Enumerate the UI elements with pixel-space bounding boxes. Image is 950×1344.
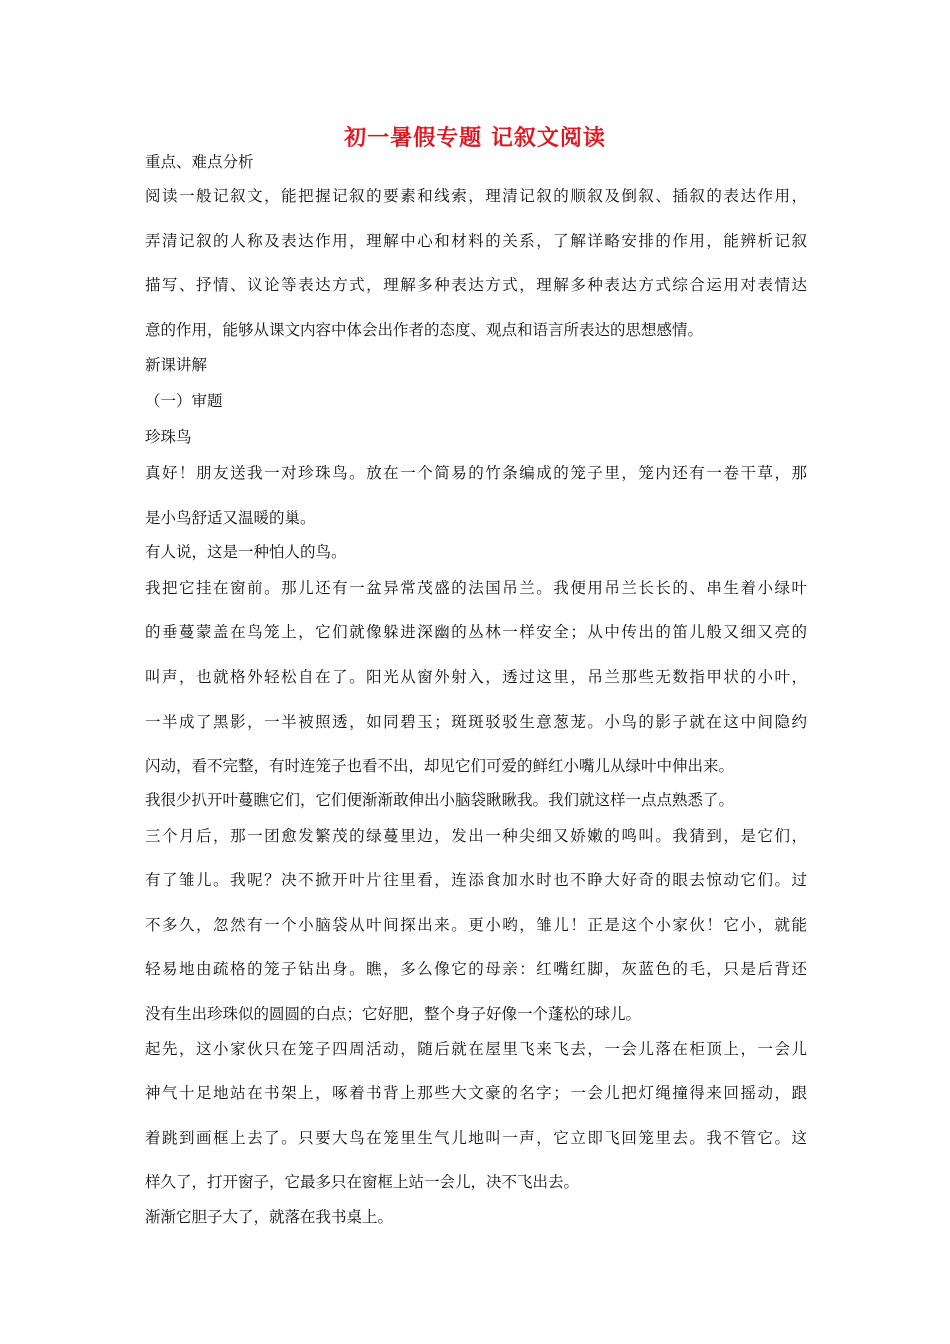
document-title: 初一暑假专题 记叙文阅读 <box>344 126 606 151</box>
text-line: 着跳到画框上去了。只要大鸟在笼里生气儿地叫一声，它立即飞回笼里去。我不管它。这 <box>145 1129 807 1147</box>
text-line: 描写、抒情、议论等表达方式，理解多种表达方式，理解多种表达方式综合运用对表情达 <box>145 276 807 294</box>
text-line: 闪动，看不完整，有时连笼子也看不出，却见它们可爱的鲜红小嘴儿从绿叶中伸出来。 <box>145 757 735 775</box>
text-line: 真好！朋友送我一对珍珠鸟。放在一个简易的竹条编成的笼子里，笼内还有一卷干草，那 <box>145 464 807 482</box>
text-line: 样久了，打开窗子，它最多只在窗框上站一会儿，决不飞出去。 <box>145 1173 580 1191</box>
text-line: 新课讲解 <box>145 356 208 374</box>
text-line: 轻易地由疏格的笼子钻出身。瞧，多么像它的母亲：红嘴红脚，灰蓝色的毛，只是后背还 <box>145 960 807 978</box>
text-line: 起先，这小家伙只在笼子四周活动，随后就在屋里飞来飞去，一会儿落在柜顶上，一会儿 <box>145 1040 807 1058</box>
text-line: 一半成了黑影，一半被照透，如同碧玉；斑斑驳驳生意葱茏。小鸟的影子就在这中间隐约 <box>145 713 807 731</box>
text-line: 神气十足地站在书架上，啄着书背上那些大文豪的名字；一会儿把灯绳撞得来回摇动，跟 <box>145 1084 807 1102</box>
text-line: 没有生出珍珠似的圆圆的白点；它好肥，整个身子好像一个蓬松的球儿。 <box>145 1005 642 1023</box>
text-line: 叫声，也就格外轻松自在了。阳光从窗外射入，透过这里，吊兰那些无数指甲状的小叶， <box>145 668 807 686</box>
text-line: 重点、难点分析 <box>145 153 254 171</box>
text-line: 意的作用，能够从课文内容中体会出作者的态度、观点和语言所表达的思想感情。 <box>145 321 704 339</box>
document-body <box>145 146 807 1227</box>
text-line: 的垂蔓蒙盖在鸟笼上，它们就像躲进深幽的丛林一样安全；从中传出的笛儿般又细又亮的 <box>145 623 807 641</box>
text-line: 弄清记叙的人称及表达作用，理解中心和材料的关系，了解详略安排的作用，能辨析记叙 <box>145 232 807 250</box>
text-line: 有人说，这是一种怕人的鸟。 <box>145 543 347 561</box>
text-line: （一）审题 <box>145 392 223 410</box>
text-line: 珍珠鸟 <box>145 428 192 446</box>
text-line: 我很少扒开叶蔓瞧它们，它们便渐渐敢伸出小脑袋瞅瞅我。我们就这样一点点熟悉了。 <box>145 791 735 809</box>
text-line: 是小鸟舒适又温暖的巢。 <box>145 509 316 527</box>
text-line: 三个月后，那一团愈发繁茂的绿蔓里边，发出一种尖细又娇嫩的鸣叫。我猜到，是它们， <box>145 827 807 845</box>
text-line: 阅读一般记叙文，能把握记叙的要素和线索，理清记叙的顺叙及倒叙、插叙的表达作用， <box>145 187 807 205</box>
text-line: 有了雏儿。我呢？决不掀开叶片往里看，连添食加水时也不睁大好奇的眼去惊动它们。过 <box>145 871 807 889</box>
text-line: 我把它挂在窗前。那儿还有一盆异常茂盛的法国吊兰。我便用吊兰长长的、串生着小绿叶 <box>145 579 807 597</box>
text-line: 渐渐它胆子大了，就落在我书桌上。 <box>145 1208 394 1226</box>
text-line: 不多久，忽然有一个小脑袋从叶间探出来。更小哟，雏儿！正是这个小家伙！它小，就能 <box>145 916 807 934</box>
